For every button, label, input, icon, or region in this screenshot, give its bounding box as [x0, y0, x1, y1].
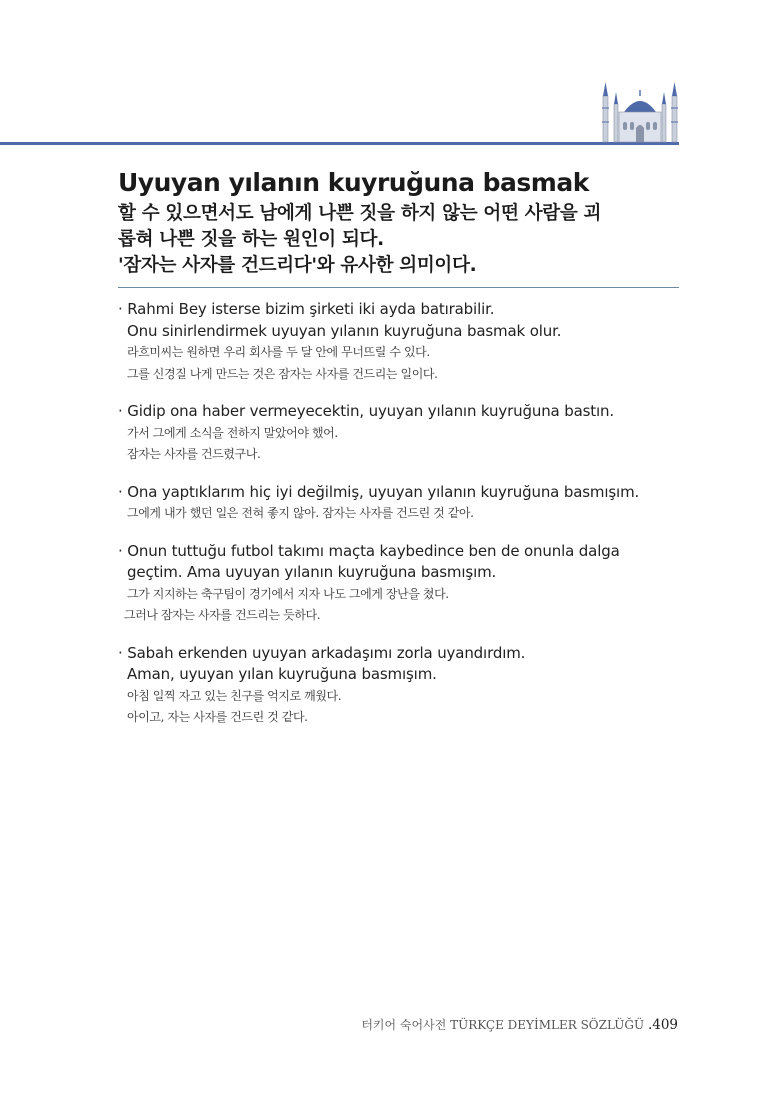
korean-translation: 라흐미씨는 원하면 우리 회사를 두 달 안에 무너뜨릴 수 있다.: [127, 345, 430, 359]
turkish-sentence: · Sabah erkenden uyuyan arkadaşımı zorla uyandırdım.: [118, 643, 526, 662]
meaning-line: '잠자는 사자를 건드리다'와 유사한 의미이다.: [118, 255, 477, 276]
korean-translation: 아이고, 자는 사자를 건드린 것 같다.: [127, 710, 308, 724]
idiom-title: Uyuyan yılanın kuyruğuna basmak: [118, 168, 589, 197]
mosque-icon: [600, 78, 680, 144]
korean-translation: 그러나 잠자는 사자를 건드리는 듯하다.: [124, 608, 321, 622]
example-list: [118, 299, 678, 745]
korean-translation: 가서 그에게 소식을 전하지 말았어야 했어.: [127, 425, 338, 440]
example-item: [118, 299, 678, 385]
turkish-sentence: · Rahmi Bey isterse bizim şirketi iki ayda batırabilir.: [118, 300, 495, 318]
header-rule: [0, 142, 679, 145]
book-title: 터키어 숙어사전 TÜRKÇE DEYİMLER SÖZLÜĞÜ: [361, 1018, 645, 1032]
page-number: .409: [647, 1017, 678, 1033]
korean-translation: 그가 지지하는 축구팀이 경기에서 지자 나도 그에게 장난을 쳤다.: [127, 586, 449, 601]
turkish-sentence: · Ona yaptıklarım hiç iyi değilmiş, uyuyan yılanın kuyruğuna basmışım.: [118, 482, 640, 501]
turkish-sentence: Onu sinirlendirmek uyuyan yılanın kuyruğuna basmak olur.: [127, 321, 562, 340]
example-item: [118, 401, 678, 466]
korean-translation: 잠자는 사자를 건드렸구나.: [127, 447, 261, 461]
example-item: [118, 643, 678, 729]
idiom-meaning: [118, 201, 680, 279]
turkish-sentence: · Onun tuttuğu futbol takımı maçta kaybedince ben de onunla dalga: [118, 541, 620, 560]
korean-translation: 그를 신경질 나게 만드는 것은 잠자는 사자를 건드리는 일이다.: [127, 366, 438, 381]
turkish-sentence: · Gidip ona haber vermeyecektin, uyuyan yılanın kuyruğuna bastın.: [118, 402, 615, 420]
meaning-line: 할 수 있으면서도 남에게 나쁜 짓을 하지 않는 어떤 사람을 괴: [118, 203, 602, 224]
korean-translation: 그에게 내가 했던 일은 전혀 좋지 않아. 잠자는 사자를 건드린 것 같아.: [127, 506, 474, 520]
meaning-line: 롭혀 나쁜 짓을 하는 원인이 되다.: [118, 229, 384, 250]
example-item: [118, 482, 678, 525]
section-divider: [118, 287, 679, 288]
page-footer: [361, 1016, 678, 1033]
korean-translation: 아침 일찍 자고 있는 친구를 억지로 깨웠다.: [127, 688, 342, 703]
turkish-sentence: geçtim. Ama uyuyan yılanın kuyruğuna basmışım.: [127, 563, 497, 581]
turkish-sentence: Aman, uyuyan yılan kuyruğuna basmışım.: [127, 665, 437, 683]
example-item: [118, 541, 678, 627]
